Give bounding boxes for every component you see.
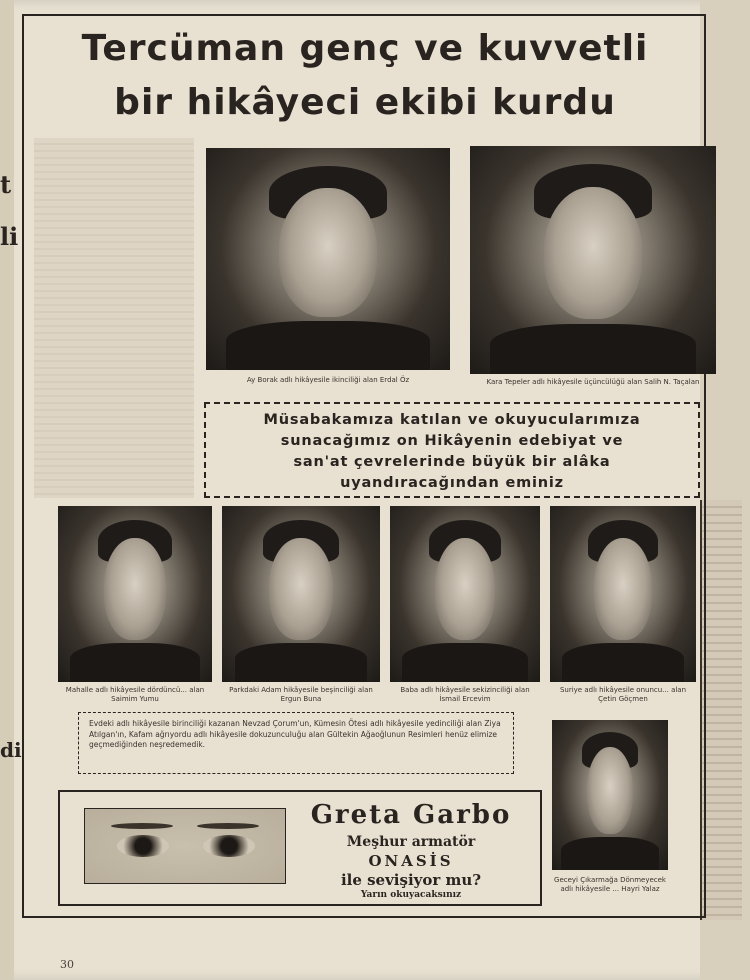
headline-line-1: Tercüman genç ve kuvvetli xyxy=(81,28,649,69)
article-body-text xyxy=(34,138,194,498)
side-fragment: li xyxy=(0,222,19,251)
pull-quote-line: uyandıracağından eminiz xyxy=(340,475,564,491)
portrait-photo xyxy=(552,720,668,870)
portrait-photo xyxy=(550,506,696,682)
photo-caption: Suriye adlı hikâyesile onuncu... alan Çetin Göçmen xyxy=(559,686,687,703)
photo-caption: Geceyi Çıkarmağa Dönmeyecek adlı hikâyesile ... Hayri Yalaz xyxy=(554,876,666,893)
page-number: 30 xyxy=(60,958,74,971)
pull-quote-line: sunacağımız on Hikâyenin edebiyat ve xyxy=(280,433,624,449)
ad-line: Yarın okuyacaksınız xyxy=(360,890,462,900)
portrait-photo xyxy=(58,506,212,682)
ad-line: Meşhur armatör xyxy=(346,834,476,850)
portrait-photo xyxy=(390,506,540,682)
eyes-photo xyxy=(84,808,286,884)
portrait-photo xyxy=(206,148,450,370)
portrait-photo xyxy=(222,506,380,682)
side-fragment: t xyxy=(0,170,12,199)
photo-caption: Baba adlı hikâyesile sekizinciliği alan İsmail Ercevim xyxy=(400,686,530,703)
photo-caption: Mahalle adlı hikâyesile dördüncü... alan Saimim Yumu xyxy=(65,686,205,703)
ad-line: ile sevişiyor mu? xyxy=(340,871,482,889)
pull-quote-line: san'at çevrelerinde büyük bir alâka xyxy=(293,454,611,470)
pull-quote xyxy=(204,402,700,498)
headline-line-2: bir hikâyeci ekibi kurdu xyxy=(114,82,616,123)
portrait-photo xyxy=(470,146,716,374)
left-page-edge xyxy=(0,0,14,980)
note-box: Evdeki adlı hikâyesile birinciliği kazanan Nevzad Çorum'un, Kümesin Ötesi adlı hikâyesile yedinciliği alan Ziya Atılgan'ın, Kafam ağrıyordu adlı hikâyesile dokuzunculuğu alan Gültekin Ağaoğlunun Resimleri henüz elimize geçmediğinden neşredemedik. xyxy=(78,712,514,774)
side-fragment: di xyxy=(0,738,22,762)
pull-quote-line: Müsabakamıza katılan ve okuyucularımıza xyxy=(263,412,641,428)
right-column-text xyxy=(700,500,742,920)
photo-caption: Ay Borak adlı hikâyesile ikinciliği alan Erdal Öz xyxy=(246,376,410,384)
ad-title: Greta Garbo xyxy=(310,800,512,830)
photo-caption: Parkdaki Adam hikâyesile beşinciliği alan Ergun Buna xyxy=(229,686,373,703)
ad-line: ONASİS xyxy=(368,852,454,870)
photo-caption: Kara Tepeler adlı hikâyesile üçüncülüğü alan Salih N. Taçalan xyxy=(486,378,700,386)
